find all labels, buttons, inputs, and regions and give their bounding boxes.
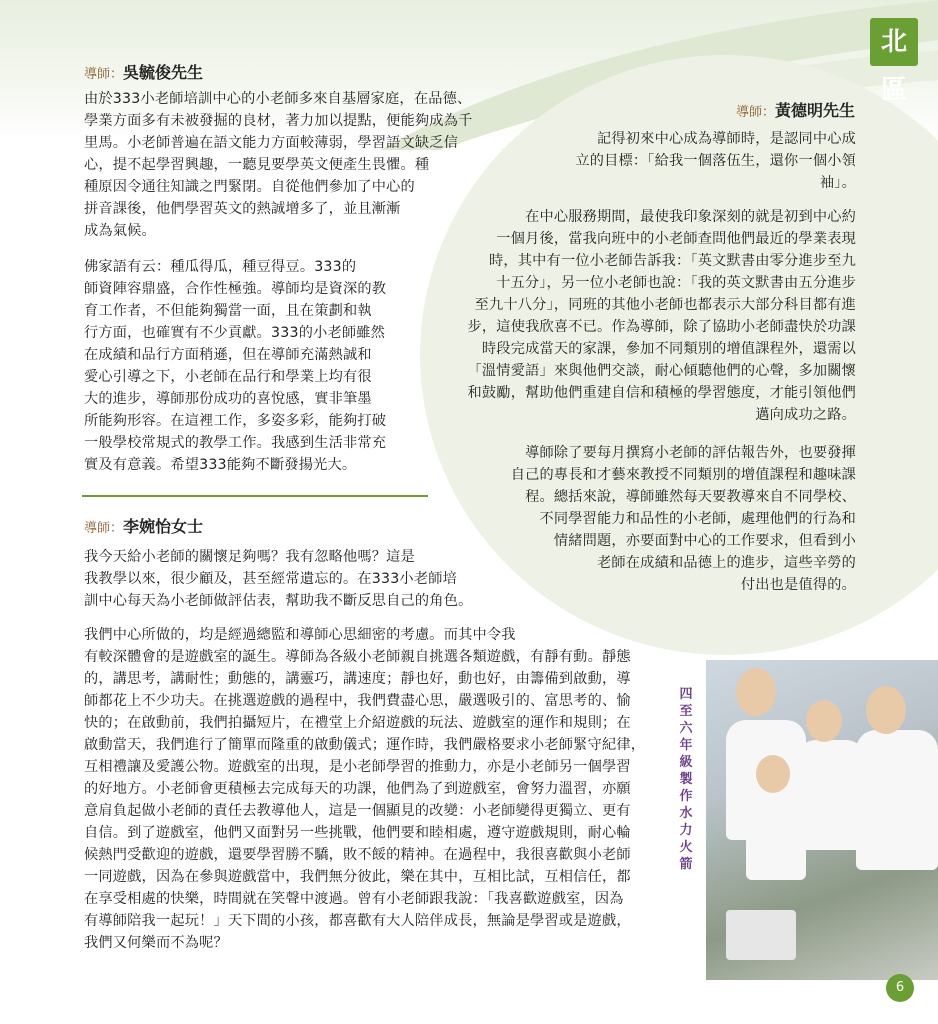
section-divider <box>82 495 428 497</box>
mentor3-name: 李婉怡女士 <box>123 517 204 536</box>
mentor1-role: 導師： <box>84 67 124 82</box>
page-number: 6 <box>886 974 914 1002</box>
mentor3-heading <box>84 514 203 537</box>
mentor3-role: 導師： <box>84 521 124 536</box>
mentor3-paragraph-1: 我今天給小老師的關懷足夠嗎？我有忽略他嗎？這是 我教學以來，很少顧及，甚至經常遺忘的。在333小老師培 訓中心每天為小老師做評估表，幫助我不斷反思自己的角色。 <box>84 549 473 609</box>
photo-caption: 四 至 六 年 級 製 作 水 力 火 箭 <box>679 687 693 872</box>
students-rocket-photo <box>706 660 938 980</box>
mentor1-heading <box>84 60 203 83</box>
mentor3-paragraph-2: 我們中心所做的，均是經過總監和導師心思細密的考慮。而其中令我 有較深體會的是遊戲室的誕生。導師為各級小老師親自挑選各類遊戲，有靜有動。靜態 的，講思考，講耐性；動態的，講靈巧，講速度；靜也好，動也好，由籌備到啟動，導 師都花上不少功夫。在挑選遊戲的過程中，我們費盡心思，嚴選吸引的、富思考的、愉 快的；在啟動前，我們拍攝短片，在禮堂上介紹遊戲的玩法、遊戲室的運作和規則；在 啟動當天，我們進行了簡單而隆重的啟動儀式；運作時，我們嚴格要求小老師緊守紀律， 互相禮讓及愛護公物。遊戲室的出現，是小老師學習的推動力，亦是小老師另一個學習 的好地方。小老師會更積極去完成每天的功課，他們為了到遊戲室，會努力溫習，亦願 意肩負起做小老師的責任去教導他人，這是一個顯見的改變：小老師變得更獨立、更有 自信。到了遊戲室，他們又面對另一些挑戰，他們要和睦相處，遵守遊戲規則，耐心輪 候熱門受歡迎的遊戲，還要學習勝不驕，敗不餒的精神。在過程中，我很喜歡與小老師 一同遊戲，因為在參與遊戲當中，我們無分彼此，樂在其中，互相比試，互相信任，都 在享受相處的快樂，時間就在笑聲中渡過。曾有小老師跟我說：「我喜歡遊戲室，因為 有導師陪我一起玩！」天下間的小孩，都喜歡有大人陪伴成長，無論是學習或是遊戲， 我們又何樂而不為呢？ <box>84 627 646 951</box>
mentor2-heading <box>736 98 855 121</box>
district-logo: 北區 <box>870 18 918 66</box>
mentor2-name: 黃德明先生 <box>775 101 856 120</box>
mentor1-name: 吳毓俊先生 <box>123 63 204 82</box>
mentor1-paragraph-2: 佛家語有云：種瓜得瓜，種豆得豆。333的 師資陣容鼎盛，合作性極強。導師均是資深的教 育工作者，不但能夠獨當一面，且在策劃和執 行方面，也確實有不少貢獻。333的小老師雖然 在成績和品行方面稍遜，但在導師充滿熱誠和 愛心引導之下，小老師在品行和學業上均有很 大的進步，導師那份成功的喜悅感，實非筆墨 所能夠形容。在這裡工作，多姿多彩，能夠打破 一般學校常規式的教學工作。我感到生活非常充 實及有意義。希望333能夠不斷發揚光大。 <box>84 259 387 473</box>
mentor2-paragraph-2: 在中心服務期間，最使我印象深刻的就是初到中心約 一個月後，當我向班中的小老師查問他們最近的學業表現 時，其中有一位小老師告訴我：「英文默書由零分進步至九 十五分」，另一位小老師也說：「我的英文默書由五分進步 至九十八分」，同班的其他小老師也都表示大部分科目都有進 步，這使我欣喜不已。作為導師，除了協助小老師盡快於功課 時段完成當天的家課，參加不同類別的增值課程外，還需以 「溫情愛語」來與他們交談，耐心傾聽他們的心聲，多加關懷 和鼓勵，幫助他們重建自信和積極的學習態度，才能引領他們 邁向成功之路。 <box>467 209 856 423</box>
mentor2-paragraph-1: 記得初來中心成為導師時，是認同中心成 立的目標：「給我一個落伍生，還你一個小領 袖」。 <box>575 131 856 191</box>
mentor1-paragraph-1: 由於333小老師培訓中心的小老師多來自基層家庭，在品德、 學業方面多有未被發掘的良材，著力加以提點，便能夠成為千 里馬。小老師普遍在語文能力方面較薄弱，學習語文缺乏信 心，提不起學習興趣，一聽見要學英文便產生畏懼。種 種原因令通往知識之門緊閉。自從他們參加了中心的 拼音課後，他們學習英文的熱誠增多了，並且漸漸 成為氣候。 <box>84 91 473 239</box>
mentor2-role: 導師： <box>736 105 776 120</box>
mentor2-paragraph-3: 導師除了要每月撰寫小老師的評估報告外，也要發揮 自己的專長和才藝來教授不同類別的增值課程和趣味課 程。總括來說，導師雖然每天要教導來自不同學校、 不同學習能力和品性的小老師，處理他們的行為和 情緒問題，亦要面對中心的工作要求，但看到小 老師在成績和品德上的進步，這些辛勞的 付出也是值得的。 <box>510 445 856 593</box>
